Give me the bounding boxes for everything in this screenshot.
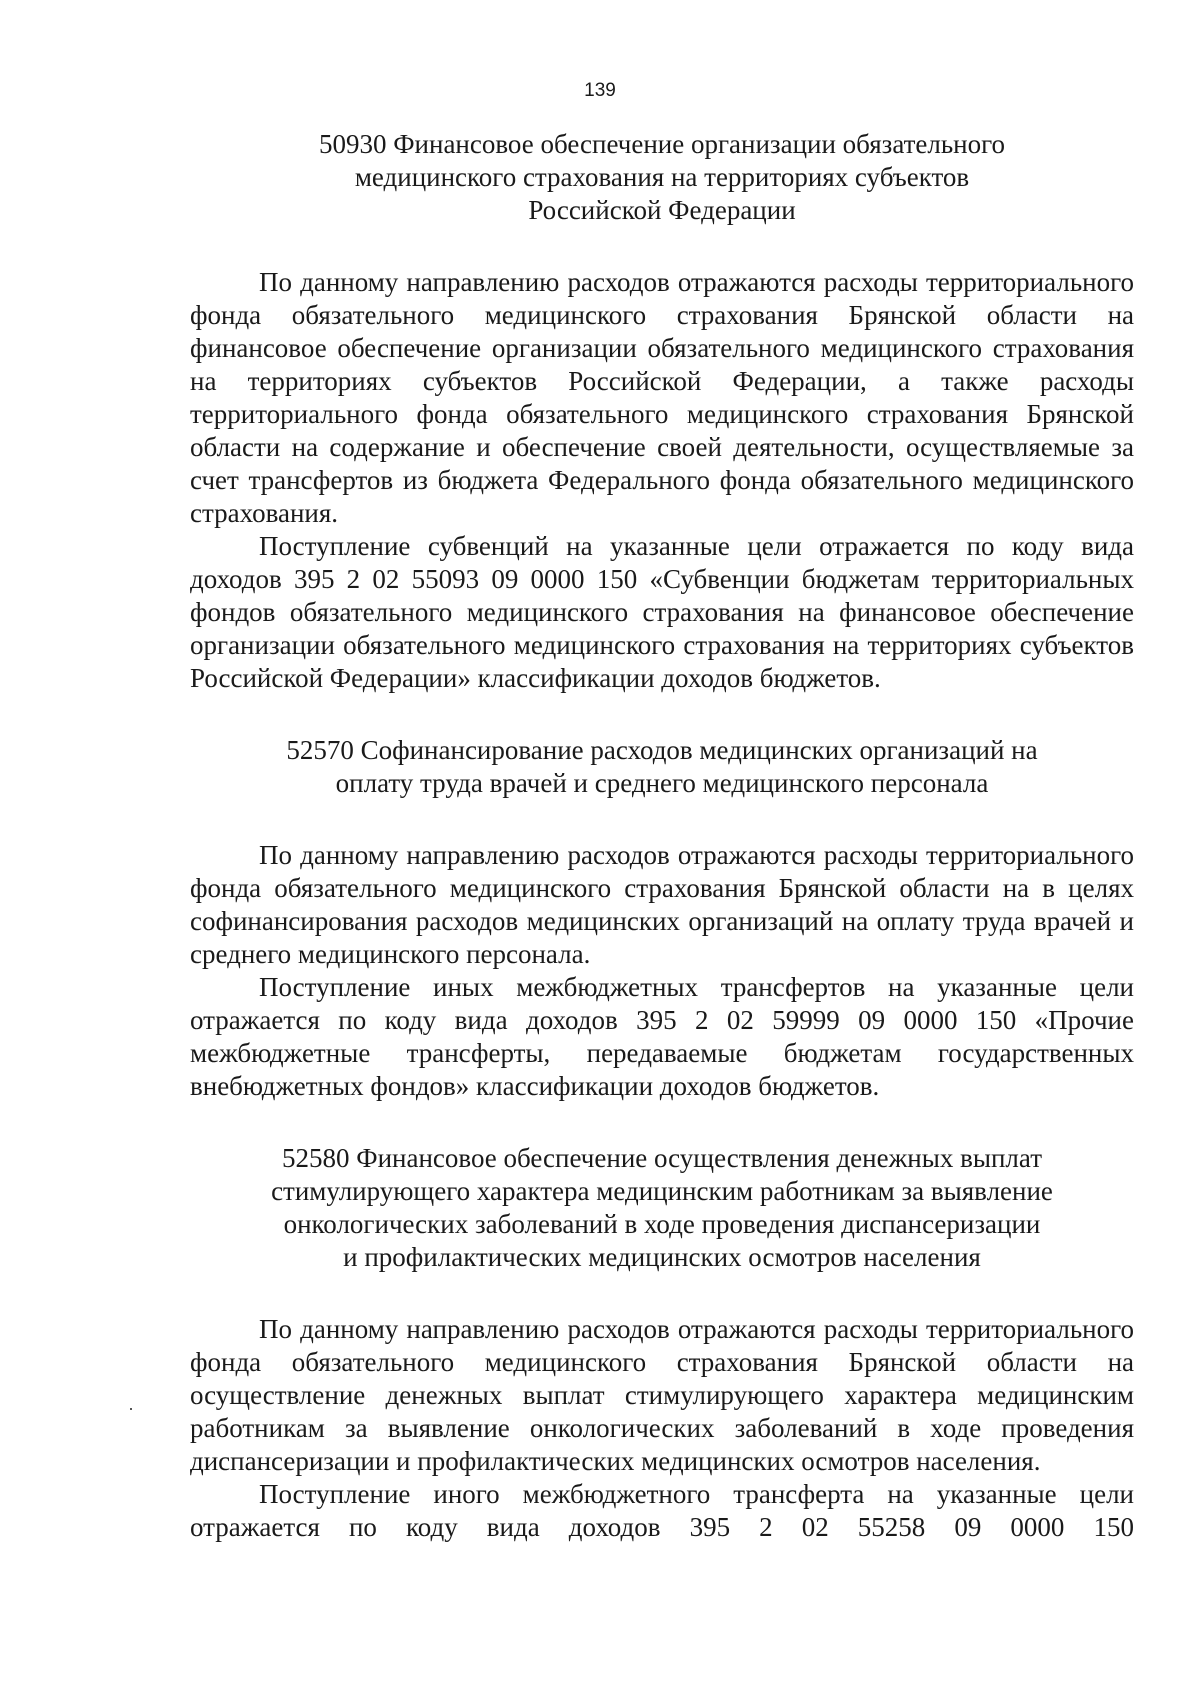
heading-line: 52570 Софинансирование расходов медицинских организаций на: [286, 735, 1038, 765]
page-number: 139: [584, 80, 616, 101]
heading-line: 52580 Финансовое обеспечение осуществления денежных выплат: [282, 1143, 1042, 1173]
paragraph: По данному направлению расходов отражаются расходы территориального фонда обязательного медицинского страхования Брянской области на финансовое обеспечение организации обязательного медицинского страхования на территориях субъектов Российской Федерации, а также расходы территориального фонда обязательного медицинского страхования Брянской области на содержание и обеспечение своей деятельности, осуществляемые за счет трансфертов из бюджета Федерального фонда обязательного медицинского страхования.: [190, 267, 1134, 528]
paragraph: По данному направлению расходов отражаются расходы территориального фонда обязательного медицинского страхования Брянской области на в целях софинансирования расходов медицинских организаций на оплату труда врачей и среднего медицинского персонала.: [190, 840, 1134, 969]
heading-line: и профилактических медицинских осмотров населения: [343, 1242, 981, 1272]
heading-line: стимулирующего характера медицинским работникам за выявление: [271, 1176, 1053, 1206]
heading-line: онкологических заболеваний в ходе проведения диспансеризации: [283, 1209, 1041, 1239]
paragraph: Поступление иных межбюджетных трансфертов на указанные цели отражается по коду вида доходов 395 2 02 59999 09 0000 150 «Прочие межбюджетные трансферты, передаваемые бюджетам государственных внебюджетных фондов» классификации доходов бюджетов.: [190, 972, 1134, 1101]
section-heading: [190, 734, 1134, 800]
paragraph: Поступление иного межбюджетного трансферта на указанные цели отражается по коду вида доходов 395 2 02 55258 09 0000 150: [190, 1479, 1134, 1542]
heading-line: 50930 Финансовое обеспечение организации обязательного: [318, 129, 1006, 159]
heading-line: оплату труда врачей и среднего медицинского персонала: [335, 768, 989, 798]
document-body: [190, 128, 1134, 1544]
heading-line: Российской Федерации: [528, 195, 796, 225]
scan-speck: [130, 1408, 132, 1410]
heading-line: медицинского страхования на территориях субъектов: [354, 162, 970, 192]
section-heading: [190, 1142, 1134, 1274]
section-heading: [190, 128, 1134, 227]
paragraph: По данному направлению расходов отражаются расходы территориального фонда обязательного медицинского страхования Брянской области на осуществление денежных выплат стимулирующего характера медицинским работникам за выявление онкологических заболеваний в ходе проведения диспансеризации и профилактических медицинских осмотров населения.: [190, 1314, 1134, 1476]
paragraph: Поступление субвенций на указанные цели отражается по коду вида доходов 395 2 02 55093 09 0000 150 «Субвенции бюджетам территориальных фондов обязательного медицинского страхования на финансовое обеспечение организации обязательного медицинского страхования на территориях субъектов Российской Федерации» классификации доходов бюджетов.: [190, 531, 1134, 693]
